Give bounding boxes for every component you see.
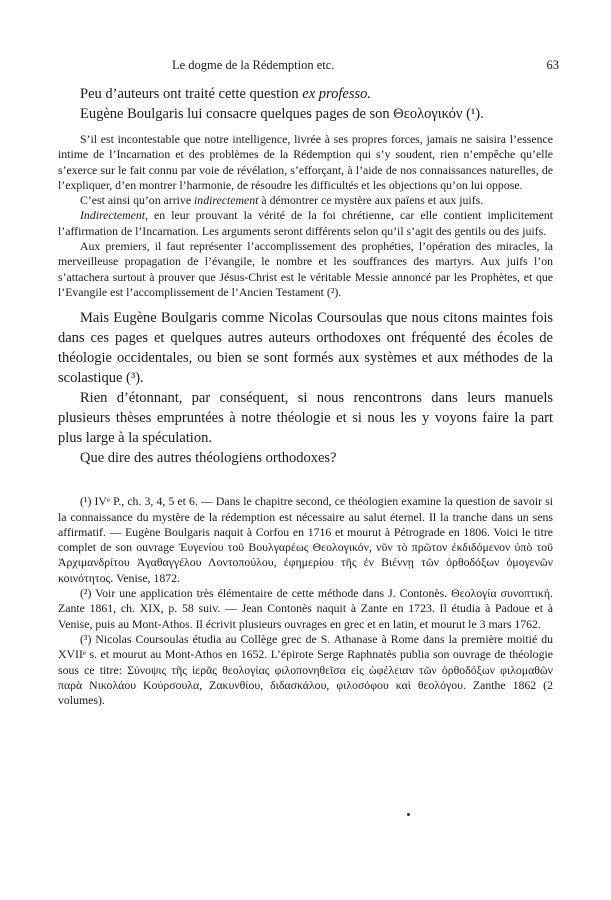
footnote-2: (²) Voir une application très élémentaire de cette méthode dans J. Contonès. Θεολογία συνοπτική. Zante 1861, ch. XIX, p. 58 suiv. — Jean Contonès naquit à Zante en 1723. Il étudia à Padoue et à Venise, puis au Mont-Athos. Il écrivit plusieurs ouvrages en grec et en latin, et mourut le 3 mars 1762. bbox=[58, 586, 553, 631]
main-paragraph-3: Que dire des autres théologiens orthodoxes? bbox=[80, 450, 337, 467]
body-text bbox=[58, 84, 553, 708]
page-header bbox=[52, 58, 559, 78]
running-title: Le dogme de la Rédemption etc. bbox=[172, 58, 335, 72]
main-paragraph-1: Mais Eugène Boulgaris comme Nicolas Coursoulas que nous citons maintes fois dans ces pages et quelques autres auteurs orthodoxes ont fréquenté des écoles de théologie occidentales, ou bien se sont formés aux systèmes et aux méthodes de la scolastique (³). bbox=[58, 310, 553, 387]
quote-paragraph-1: S’il est incontestable que notre intelligence, livrée à ses propres forces, jamais ne saisira l’essence intime de l’Incarnation et des problèmes de la Rédemption qui s’y soudent, rien n’empêche qu’elle s’exerce sur le fait connu par voie de révélation, s’efforçant, à l’aide de nos connaissances naturelles, de l’expliquer, d’en montrer l’harmonie, de résoudre les difficultés et les objections qu’on lui oppose. bbox=[58, 132, 553, 192]
ink-speck bbox=[407, 813, 410, 816]
quote-paragraph-3: Indirectement, en leur prouvant la vérité de la foi chrétienne, car elle contient implicitement l’affirmation de l’Incarnation. Les arguments seront différents selon qu’il s’agit des gentils ou des juifs. bbox=[58, 208, 553, 238]
footnote-3: (³) Nicolas Coursoulas étudia au Collège grec de S. Athanase à Rome dans la première moitié du XVIIᵉ s. et mourut au Mont-Athos en 1652. L’épirote Serge Raphnatès publia son ouvrage de théologie sous ce titre: Σύνοψις τῆς ἱερᾶς θεολογίας φιλοπονηθεῖσα εἰς ὠφέλειαν τῶν ὀρθοδόξων φιλομαθῶν παρὰ Νικολάου Κούρσουλα, Ζακυνθίου, διδασκάλου, φιλοσόφου καὶ θεολόγου. Zanthe 1862 (2 volumes). bbox=[58, 631, 553, 708]
footnote-1: (¹) IVᵉ P., ch. 3, 4, 5 et 6. — Dans le chapitre second, ce théologien examine la question de savoir si la connaissance du mystère de la rédemption est nécessaire au salut éternel. Il la tranche dans un sens affirmatif. — Eugène Boulgaris naquit à Corfou en 1716 et mourut à Pétrograde en 1806. Voici le titre complet de son ouvrage Ἐυγενίου τοῦ Βουλγαρέως Θεολογικόν, νῦν τὸ πρῶτον ἐκδιδόμενον ὑπὸ τοῦ Ἀρχιμανδρίτου Ἀγαθαγγέλου Λοντοπούλου, ἐφημερίου τῆς ἐν Βιέννῃ τῶν ὀρθοδόξων ὁμογενῶν κοινότητος. Venise, 1872. bbox=[58, 494, 553, 585]
quote-paragraph-4: Aux premiers, il faut représenter l’accomplissement des prophéties, l’opération des miracles, la merveilleuse propagation de l’évangile, le nombre et les souffrances des martyrs. Aux juifs l’on s’attachera surtout à prouver que Jésus-Christ est le véritable Messie annoncé par les Prophètes, et que l’Evangile est l’accomplissement de l’Ancien Testament (²). bbox=[58, 239, 553, 299]
quote-paragraph-2: C’est ainsi qu’on arrive indirectement à démontrer ce mystère aux païens et aux juifs. bbox=[80, 193, 484, 208]
main-paragraph-2: Rien d’étonnant, par conséquent, si nous rencontrons dans leurs manuels plusieurs thèses empruntées à notre théologie et si nous les y voyons faire la part plus large à la spéculation. bbox=[58, 390, 553, 447]
page-number: 63 bbox=[546, 58, 559, 72]
intro-sentence: Peu d’auteurs ont traité cette question ex professo. bbox=[80, 86, 371, 102]
intro-boulgaris: Eugène Boulgaris lui consacre quelques pages de son Θεολογικόν (¹). bbox=[80, 106, 484, 122]
